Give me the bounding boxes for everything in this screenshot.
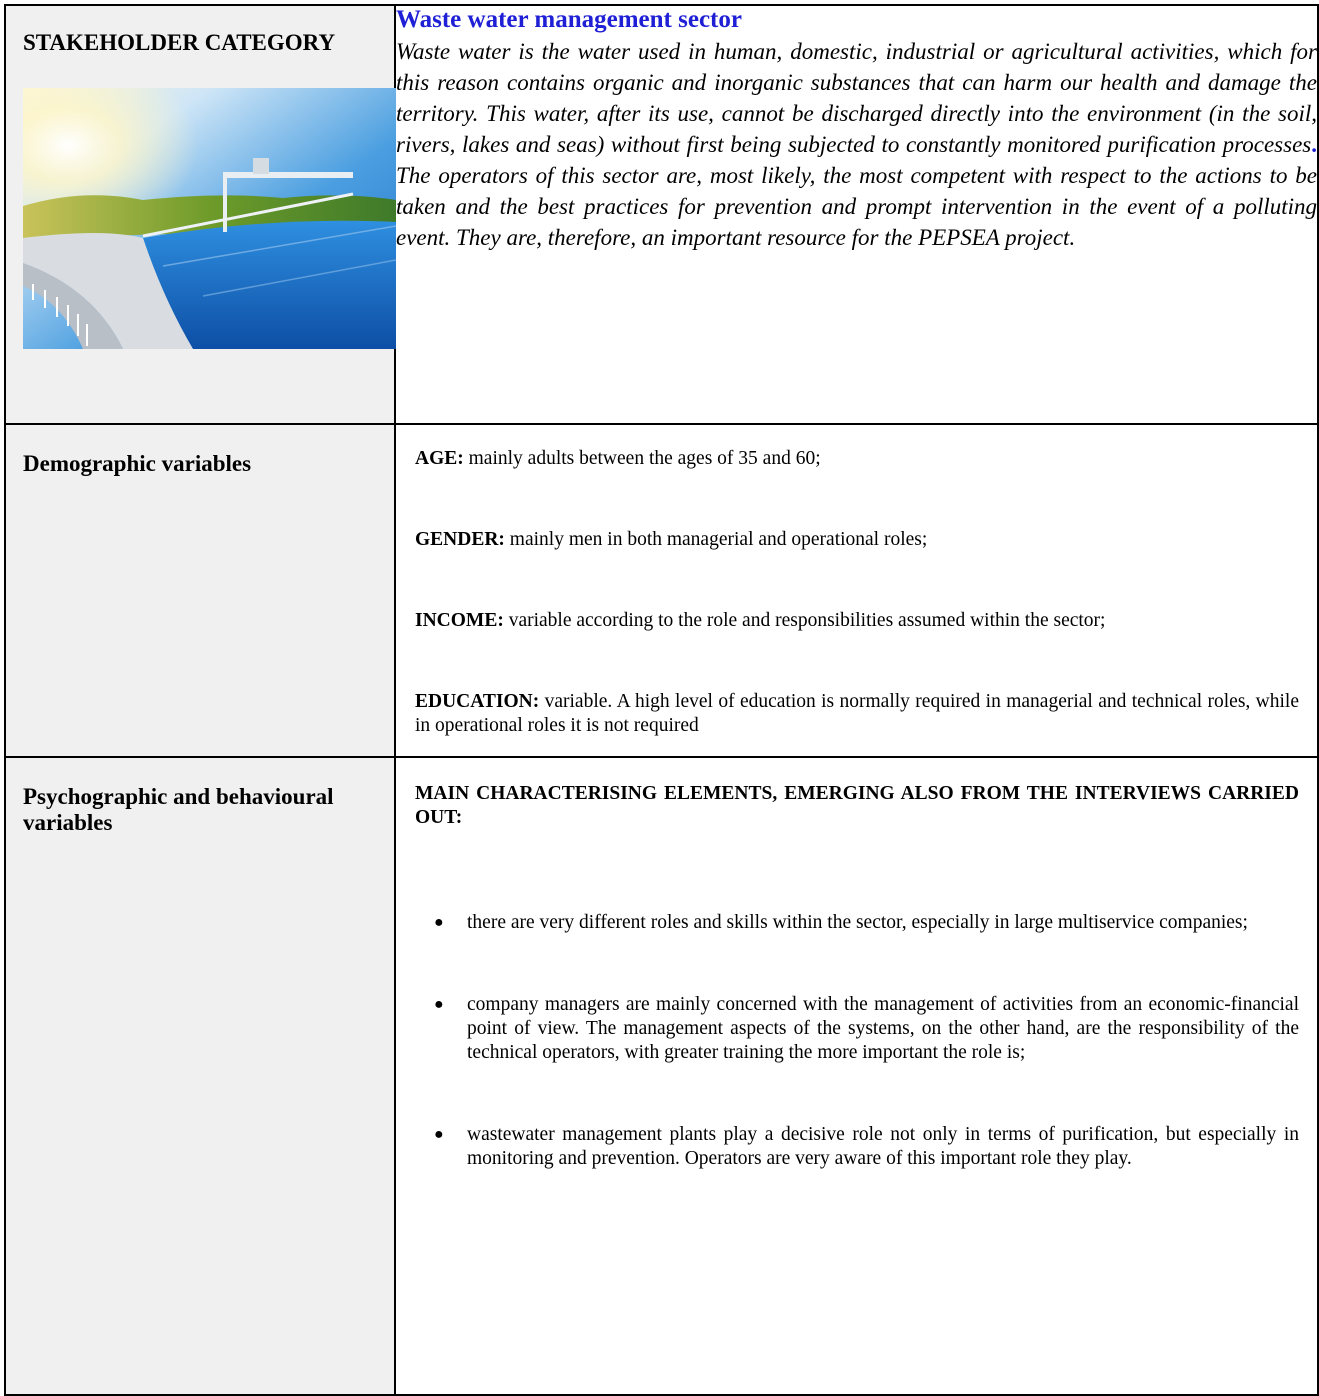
list-item [415,993,1299,1065]
demographic-label-cell [5,424,395,757]
list-item-text: there are very different roles and skills within the sector, especially in large multiservice companies; [467,912,1248,933]
psychographic-label: Psychographic and behavioural variables [23,784,334,835]
sector-description-part1: Waste water is the water used in human, domestic, industrial or agricultural activities, which for this reason contains organic and inorganic substances that can harm our health and damage the territory. This water, after its use, cannot be discharged directly into the environment (in the soil, rivers, lakes and seas) without first being subjected to constantly monitored purification processes [396,39,1317,157]
gender-label: GENDER: [415,529,505,550]
age-variable [415,425,1299,471]
stakeholder-category-label: STAKEHOLDER CATEGORY [23,30,336,55]
list-item-text: company managers are mainly concerned with the management of activities from an economic-financial point of view. The management aspects of the systems, on the other hand, are the responsibility of the technical operators, with greater training the more important the role is; [467,994,1299,1063]
main-elements-heading: MAIN CHARACTERISING ELEMENTS, EMERGING ALSO FROM THE INTERVIEWS CARRIED OUT: [415,783,1299,828]
income-variable [415,609,1299,633]
stakeholder-description-cell [395,5,1318,424]
wastewater-plant-photo [23,88,396,349]
stakeholder-label-cell [5,5,395,424]
demographic-values-cell [395,424,1318,757]
demographic-row [5,424,1318,757]
bullet-icon: ● [434,1126,444,1143]
age-label: AGE: [415,448,464,469]
psychographic-label-cell [5,757,395,1395]
sector-description-dot: . [1311,132,1317,157]
list-item-text: wastewater management plants play a decisive role not only in terms of purification, but especially in monitoring and prevention. Operators are very aware of this important role they play. [467,1124,1299,1169]
education-variable [415,690,1299,738]
stakeholder-category-row [5,5,1318,424]
characterising-elements-list [415,911,1299,1171]
gender-text: mainly men in both managerial and operational roles; [504,529,928,550]
psychographic-row [5,757,1318,1395]
sector-title: Waste water management sector [396,6,742,33]
bullet-icon: ● [434,914,444,931]
income-text: variable according to the role and responsibilities assumed within the sector; [503,610,1106,631]
education-label: EDUCATION: [415,691,540,712]
psychographic-values-cell [395,757,1318,1395]
age-text: mainly adults between the ages of 35 and 60; [463,448,821,469]
list-item [415,911,1299,935]
stakeholder-profile-table [4,4,1319,1396]
income-label: INCOME: [415,610,504,631]
list-item [415,1123,1299,1171]
sector-description-part2: The operators of this sector are, most likely, the most competent with respect to the actions to be taken and the best practices for prevention and prompt intervention in the event of a polluting event. They are, therefore, an important resource for the PEPSEA project. [396,163,1317,250]
sector-description [396,36,1317,253]
bullet-icon: ● [434,996,444,1013]
demographic-label: Demographic variables [23,451,252,476]
gender-variable [415,528,1299,552]
education-text: variable. A high level of education is normally required in managerial and technical roles, while in operational roles it is not required [415,691,1299,736]
